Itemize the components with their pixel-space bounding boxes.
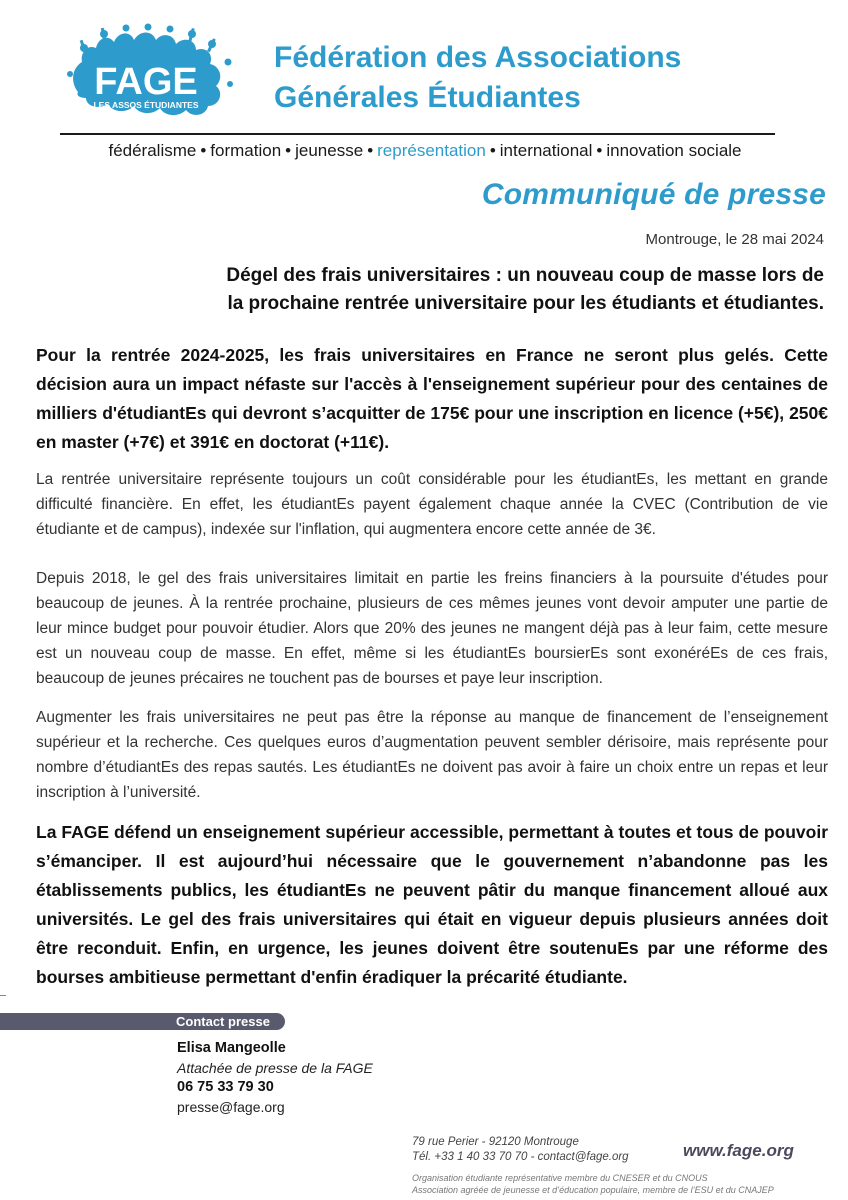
organization-title-line1: Fédération des Associations	[274, 41, 682, 74]
logo-wordmark: FAGE	[94, 61, 198, 103]
tagline-item: international	[499, 141, 593, 160]
body-paragraph: Augmenter les frais universitaires ne peut pas être la réponse au manque de financement de l’enseignement supérieur et la recherche. Ces quelques euros d’augmentation peuvent sembler dérisoire, mais représente pour nombre d’étudiantEs des repas sautés. Les étudiantEs ne doivent pas avoir à faire un choix entre un repas et leur inscription à l’université.	[36, 709, 828, 801]
body-paragraph: La rentrée universitaire représente toujours un coût considérable pour les étudiantEs, les mettant en grande difficulté financière. En effet, les étudiantEs payent également chaque année la CVEC (Contribution de vie étudiante et de campus), indexée sur l'inflation, qui augmentera encore cette année de 3€.	[36, 471, 828, 538]
headline-line2: la prochaine rentrée universitaire pour les étudiants et étudiantes.	[227, 293, 824, 314]
footer-website-link[interactable]: www.fage.org	[683, 1141, 794, 1160]
tagline-separator: •	[596, 141, 603, 160]
contact-email[interactable]: presse@fage.org	[177, 1099, 285, 1115]
footer-phone-contact: Tél. +33 1 40 33 70 70 - contact@fage.org	[412, 1151, 629, 1163]
footer-address: 79 rue Perier - 92120 Montrouge	[412, 1136, 579, 1148]
conclusion-paragraph: La FAGE défend un enseignement supérieur accessible, permettant à toutes et tous de pouvoir s’émanciper. Il est aujourd’hui nécessaire que le gouvernement n’abandonne pas les établissements publics, les étudiantEs ne peuvent pâtir du manque financement alloué aux universités. Le gel des frais universitaires qui était en vigueur depuis plusieurs années doit être reconduit. Enfin, en urgence, les jeunes doivent être soutenuEs par une réforme des bourses ambitieuse permettant d'enfin éradiquer la précarité étudiante.	[36, 822, 828, 987]
headline-line1: Dégel des frais universitaires : un nouveau coup de masse lors de	[226, 265, 824, 286]
contact-label: Contact presse	[176, 1014, 270, 1029]
fage-logo	[60, 22, 260, 132]
footer-note: Organisation étudiante représentative membre du CNESER et du CNOUS	[412, 1173, 708, 1183]
tagline-separator: •	[367, 141, 374, 160]
tagline-item: formation	[210, 141, 282, 160]
margin-mark	[0, 995, 6, 996]
tagline-separator: •	[200, 141, 207, 160]
headline	[110, 262, 824, 318]
tagline	[60, 141, 790, 161]
contact-name: Elisa Mangeolle	[177, 1040, 286, 1056]
press-release-title: Communiqué de presse	[481, 178, 826, 211]
tagline-item: innovation sociale	[606, 141, 742, 160]
contact-role: Attachée de presse de la FAGE	[177, 1060, 373, 1076]
body-paragraph: Depuis 2018, le gel des frais universitaires limitait en partie les freins financiers à la poursuite d'études pour beaucoup de jeunes. À la rentrée prochaine, plusieurs de ces mêmes jeunes vont devoir amputer une partie de leur mince budget pour pouvoir étudier. Alors que 20% des jeunes ne mangent déjà pas à leur faim, cette mesure est un nouveau coup de masse. En effet, même si les étudiantEs boursierEs sont exonéréEs de ces frais, beaucoup de jeunes précaires ne touchent pas de bourses et paye leur inscription.	[36, 570, 828, 687]
organization-title	[274, 38, 814, 118]
tagline-item: fédéralisme	[108, 141, 197, 160]
dateline: Montrouge, le 28 mai 2024	[645, 231, 824, 248]
tagline-separator: •	[489, 141, 496, 160]
organization-title-line2: Générales Étudiantes	[274, 81, 581, 114]
tagline-item: jeunesse	[295, 141, 364, 160]
tagline-item-highlight: représentation	[377, 141, 486, 160]
logo-subtext: LES ASSOS ÉTUDIANTES	[93, 100, 199, 110]
header-divider	[60, 133, 775, 135]
contact-phone: 06 75 33 79 30	[177, 1079, 274, 1095]
footer-note: Association agréée de jeunesse et d’éducation populaire, membre de l’ESU et du CNAJEP	[412, 1185, 774, 1195]
lead-paragraph: Pour la rentrée 2024-2025, les frais universitaires en France ne seront plus gelés. Cette décision aura un impact néfaste sur l'accès à l'enseignement supérieur pour des centaines de milliers d'étudiantEs qui devront s’acquitter de 175€ pour une inscription en licence (+5€), 250€ en master (+7€) et 391€ en doctorat (+11€).	[36, 345, 828, 452]
tagline-separator: •	[285, 141, 292, 160]
